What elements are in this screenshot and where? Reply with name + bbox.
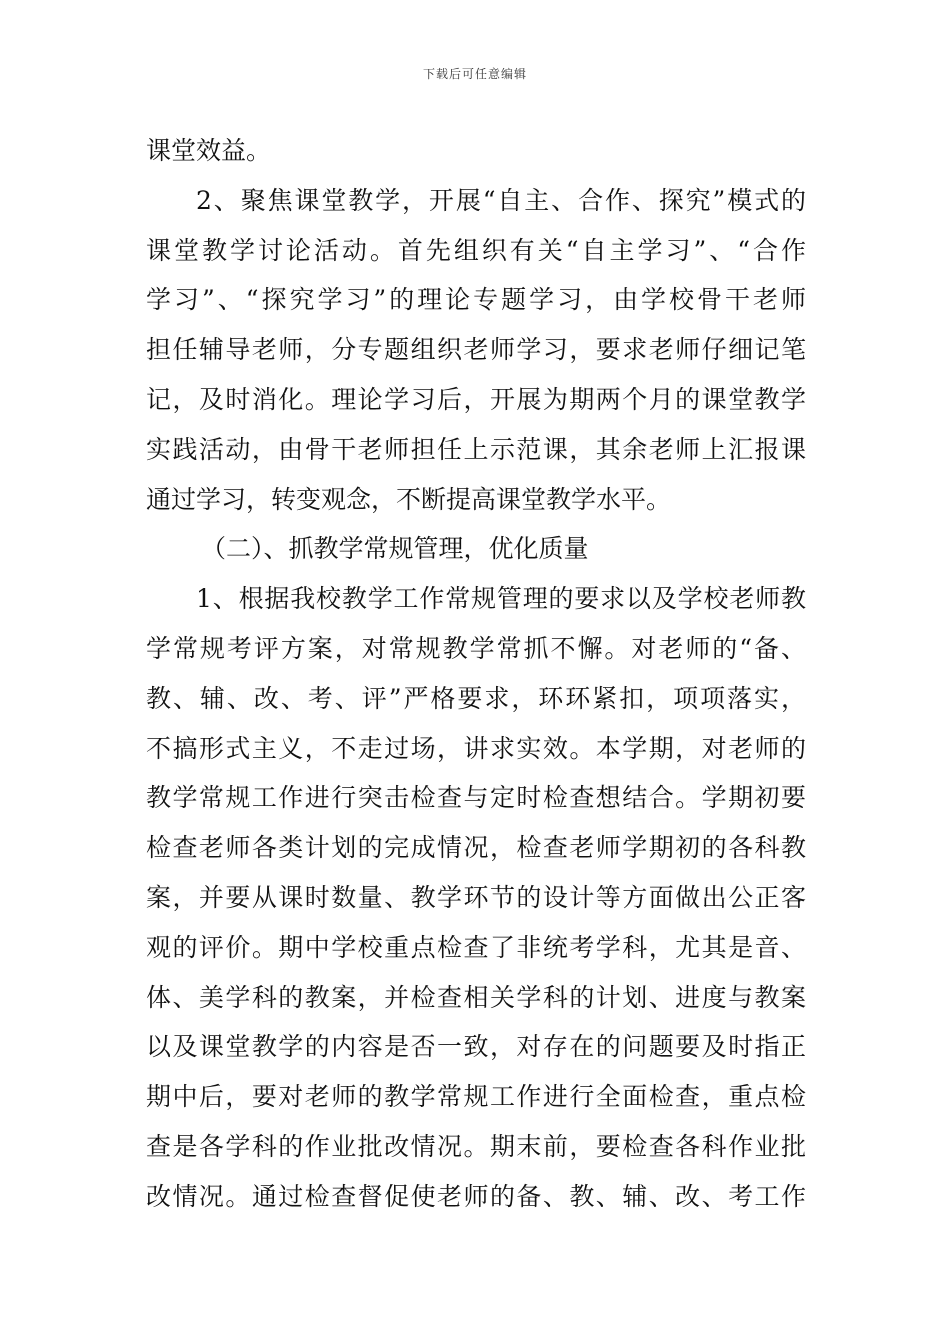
text-line: 以及课堂教学的内容是否一致，对存在的问题要及时指正 [146,1032,806,1062]
text-line: 课堂教学讨论活动。首先组织有关“自主学习”、“合作 [146,235,806,265]
text-line: 查是各学科的作业批改情况。期末前，要检查各科作业批 [146,1131,806,1161]
text-line: 教、辅、改、考、评”严格要求，环环紧扣，项项落实， [146,683,806,713]
text-line: 记，及时消化。理论学习后，开展为期两个月的课堂教学 [146,384,806,414]
text-line: 不搞形式主义，不走过场，讲求实效。本学期，对老师的 [146,733,806,763]
text-line: 教学常规工作进行突击检查与定时检查想结合。学期初要 [146,783,806,813]
text-line: 期中后，要对老师的教学常规工作进行全面检查，重点检 [146,1082,806,1112]
section-heading: （二）、抓教学常规管理，优化质量 [201,534,589,564]
text-line: 学常规考评方案，对常规教学常抓不懈。对老师的“备、 [146,633,806,663]
text-line: 观的评价。期中学校重点检查了非统考学科，尤其是音、 [146,932,806,962]
text-line: 通过学习，转变观念，不断提高课堂教学水平。 [146,484,672,514]
text-line: 担任辅导老师，分专题组织老师学习，要求老师仔细记笔 [146,335,806,365]
text-line: 学习”、“探究学习”的理论专题学习，由学校骨干老师 [146,285,806,315]
document-body [146,126,806,1222]
text-line: 检查老师各类计划的完成情况，检查老师学期初的各科教 [146,833,806,863]
text-line: 课堂效益。 [146,136,272,165]
paragraph-start-line: 2、聚焦课堂教学，开展“自主、合作、探究”模式的 [196,185,806,215]
paragraph-start-line: 1、根据我校教学工作常规管理的要求以及学校老师教 [196,584,806,614]
text-line: 实践活动，由骨干老师担任上示范课，其余老师上汇报课 [146,434,806,464]
page-header: 下载后可任意编辑 [422,67,527,81]
text-line: 案，并要从课时数量、教学环节的设计等方面做出公正客 [146,882,806,912]
text-line: 体、美学科的教案，并检查相关学科的计划、进度与教案 [146,982,806,1012]
text-line: 改情况。通过检查督促使老师的备、教、辅、改、考工作 [146,1181,806,1211]
